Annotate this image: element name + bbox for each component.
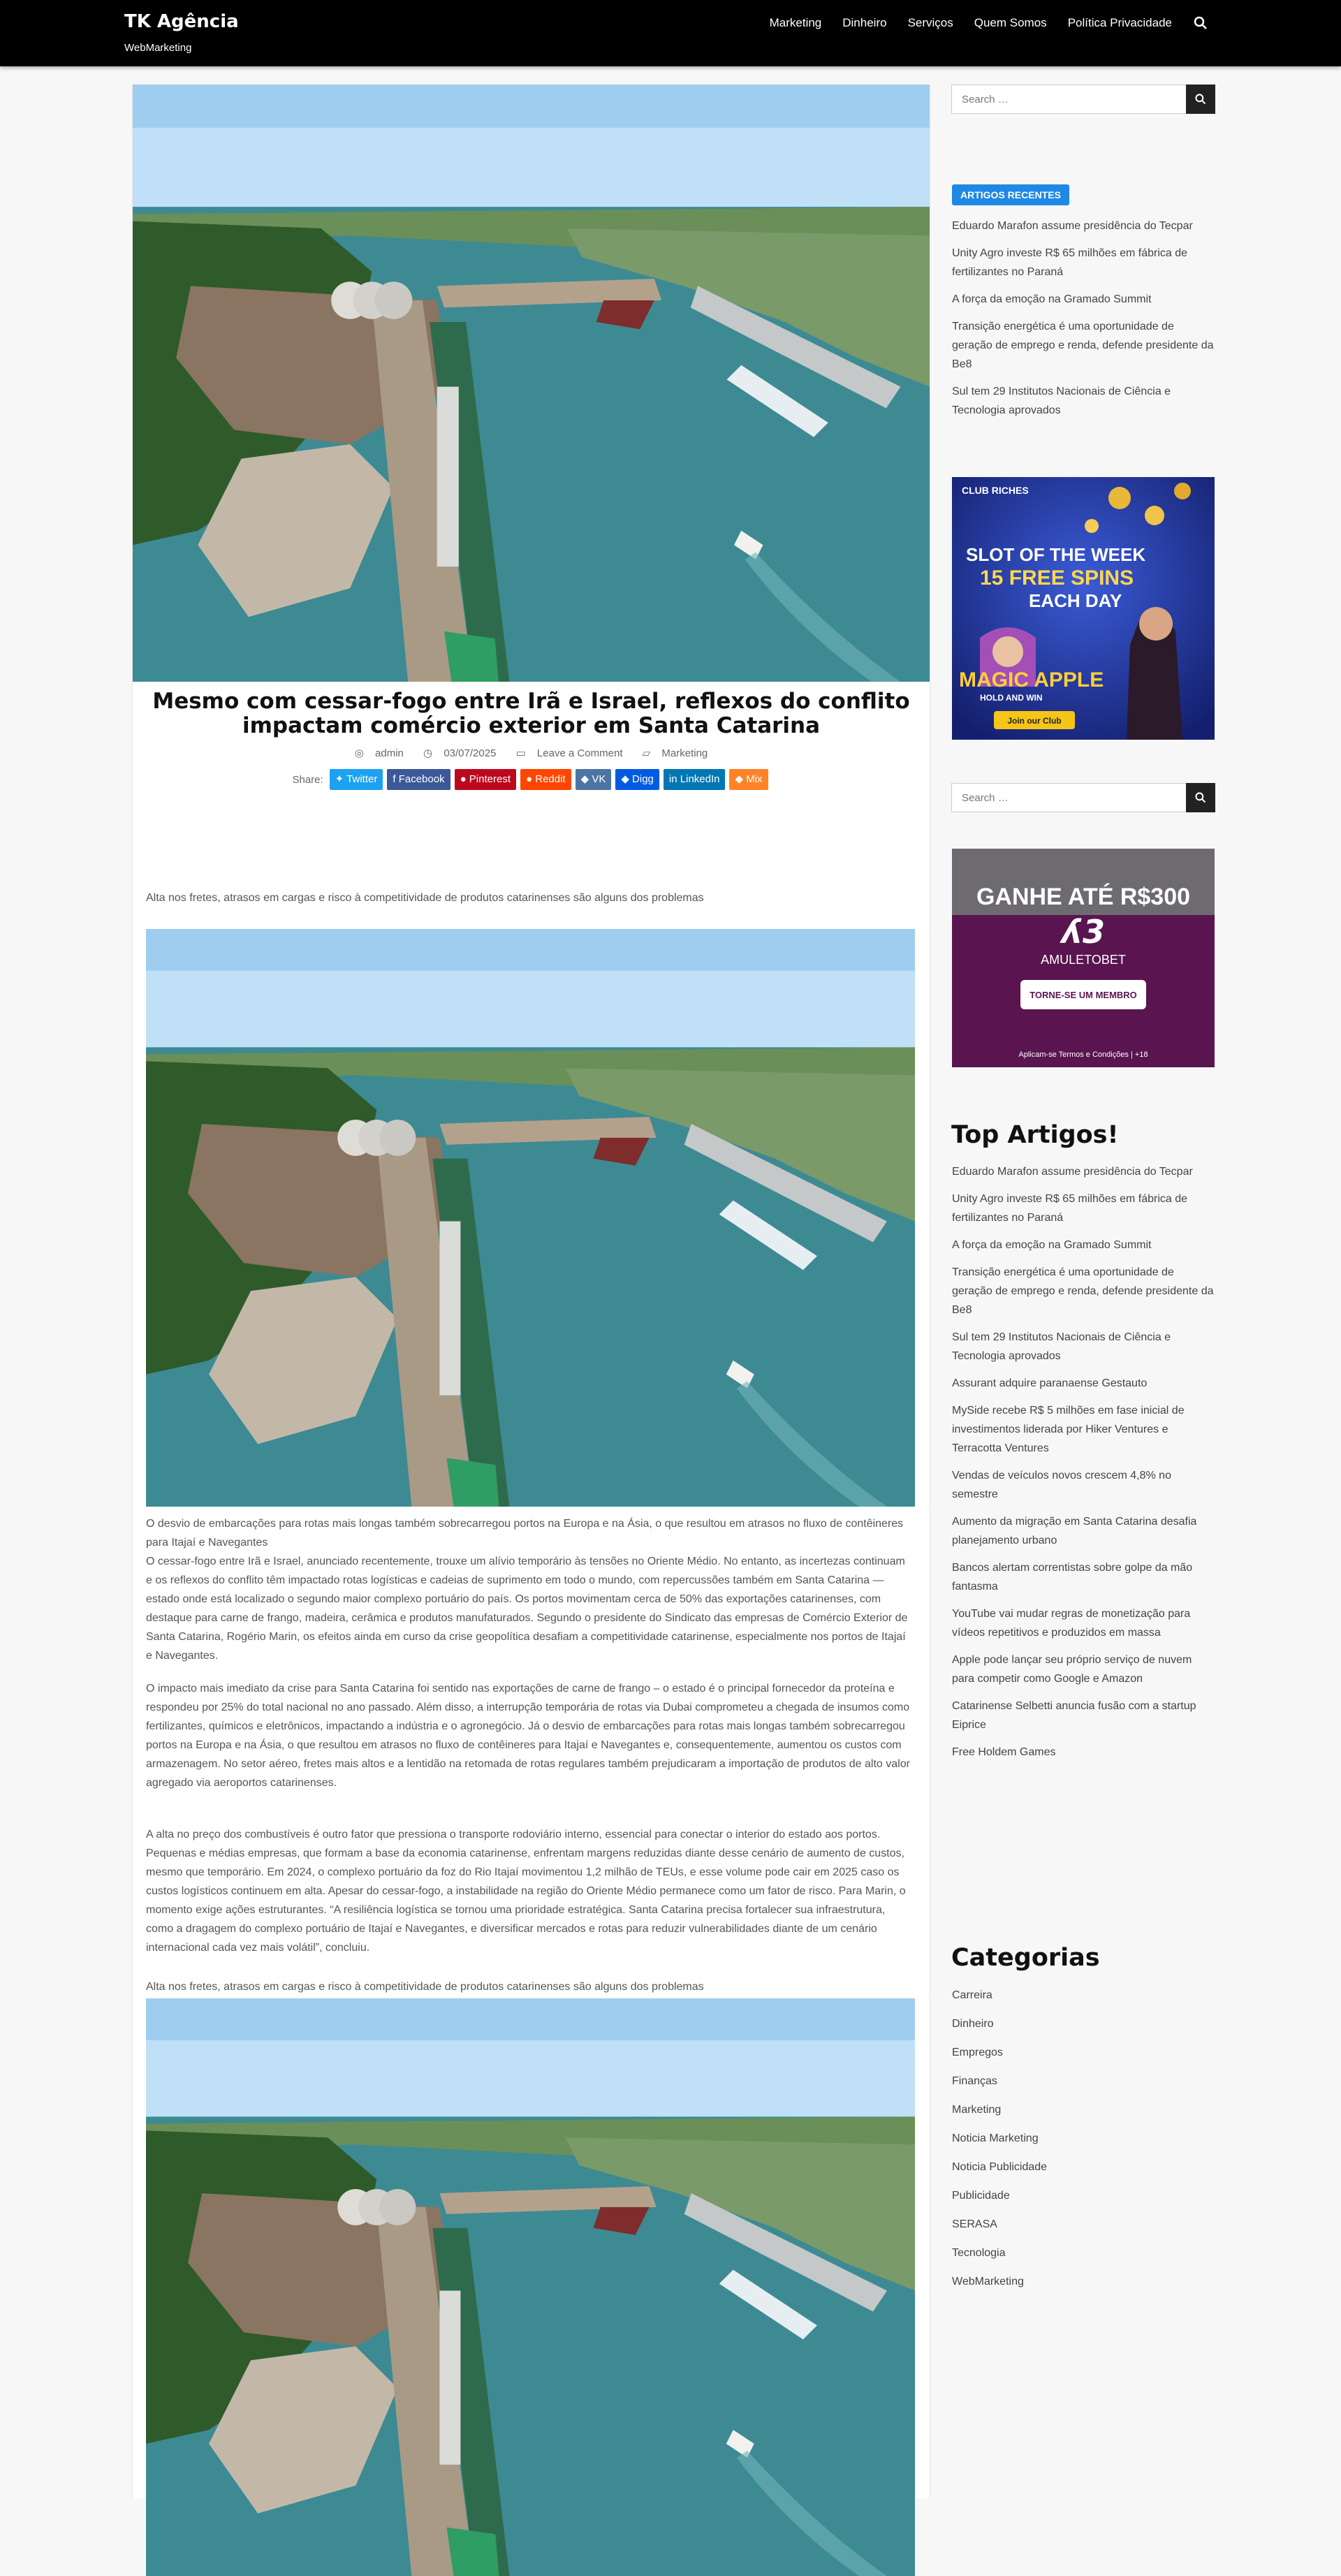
search-button[interactable]	[1186, 783, 1215, 812]
paragraph: O impacto mais imediato da crise para Santa Catarina foi sentido nas exportações de carne de frango – o estado é o principal fornecedor da proteína e respondeu por 25% do total nacional no ano passado. Além disso, a interrupção temporária de rotas via Dubai comprometeu a chegada de insumos como fertilizantes, químicos e eletrônicos, impactando a indústria e o agronegócio. Já o desvio de embarcações para rotas mais longas também sobrecarregou portos na Europa e na Ásia, o que resultou em atrasos no fluxo de contêineres para Itajaí e Navegantes e, consequentemente, aumentou os custos com armazenagem. No setor aéreo, fretes mais altos e a lentidão na retomada de rotas regulares também prejudicaram a importação de produtos de alto valor agregado via aeroportos catarinenses.	[146, 1683, 910, 1789]
share-vk-label: VK	[592, 773, 606, 785]
search-input[interactable]	[951, 85, 1186, 114]
share-mix-label: Mix	[746, 773, 763, 785]
top-article-link[interactable]: MySide recebe R$ 5 milhões em fase inicial de investimentos liderada por Hiker Ventures e Terracotta Ventures	[952, 1405, 1185, 1454]
share-facebook-label: Facebook	[398, 773, 445, 785]
ad2-brand: AMULETOBET	[1041, 953, 1126, 967]
share-digg-label: Digg	[632, 773, 654, 785]
nav-item-dinheiro[interactable]: Dinheiro	[842, 16, 887, 29]
nav-item-quem-somos[interactable]: Quem Somos	[974, 16, 1047, 29]
top-article-link[interactable]: Vendas de veículos novos crescem 4,8% no semestre	[952, 1470, 1171, 1500]
category-link[interactable]: Publicidade	[952, 2190, 1010, 2202]
recent-posts-title: ARTIGOS RECENTES	[952, 184, 1069, 205]
reddit-icon: ●	[526, 773, 533, 785]
nav-item-marketing[interactable]: Marketing	[769, 16, 822, 29]
paragraph: O cessar-fogo entre Irã e Israel, anunciado recentemente, trouxe um alívio temporário às tensões no Oriente Médio. No entanto, as incertezas continuam e os reflexos do conflito têm impactado rotas logísticas e cadeias de suprimento em todo o mundo, com repercussões também em Santa Catarina — estado onde está localizado o segundo maior complexo portuário do país. Os portos movimentam cerca de 50% das exportações catarinenses, com destaque para carne de frango, madeira, cerâmica e produtos manufaturados. Segundo o presidente do Sindicato das empresas de Comércio Exterior de Santa Catarina, Rogério Marin, os efeitos ainda em curso da crise geopolítica desafiam a competitividade catarinense, especialmente nos portos de Itajaí e Navegantes.	[146, 1556, 908, 1662]
twitter-icon: ✦	[335, 773, 344, 785]
share-pinterest-button[interactable]	[455, 769, 516, 790]
comment-icon: ▭	[515, 747, 526, 759]
paragraph: Alta nos fretes, atrasos em cargas e risco à competitividade de produtos catarinenses são alguns dos problemas	[146, 1981, 704, 1993]
category-link[interactable]: Carreira	[952, 1989, 992, 2001]
nav-item-servicos[interactable]: Serviços	[907, 16, 953, 29]
ad2-footer: Aplicam-se Termos e Condições | +18	[1018, 1051, 1148, 1059]
recent-post-link[interactable]: Unity Agro investe R$ 65 milhões em fábrica de fertilizantes no Paraná	[952, 247, 1188, 278]
ad1-cta[interactable]: Join our Club	[1007, 716, 1062, 726]
share-mix-button[interactable]	[729, 769, 768, 790]
category-link[interactable]: Marketing	[952, 2104, 1002, 2116]
casino-ad-banner[interactable]	[952, 477, 1215, 740]
article-column	[132, 85, 930, 2498]
share-bar	[133, 769, 930, 790]
top-articles-title: Top Artigos!	[951, 1121, 1119, 1149]
ad2-cta[interactable]: TORNE-SE UM MEMBRO	[1029, 990, 1137, 1000]
site-title[interactable]: TK Agência	[124, 11, 239, 32]
top-article-link[interactable]: Eduardo Marafon assume presidência do Tecpar	[952, 1166, 1193, 1178]
date-meta	[419, 747, 500, 759]
image-caption: O desvio de embarcações para rotas mais longas também sobrecarregou portos na Europa e na Ásia, o que resultou em atrasos no fluxo de contêineres para Itajaí e Navegantes	[146, 1518, 904, 1549]
categories-list	[952, 1986, 1215, 2301]
share-twitter-label: Twitter	[346, 773, 378, 785]
recent-post-link[interactable]: Eduardo Marafon assume presidência do Tecpar	[952, 220, 1193, 232]
category-link[interactable]: Empregos	[952, 2047, 1003, 2058]
ad1-brand: CLUB RICHES	[962, 485, 1029, 496]
top-articles-list	[952, 1162, 1215, 1770]
search-icon	[1194, 791, 1207, 804]
top-article-link[interactable]: Assurant adquire paranaense Gestauto	[952, 1377, 1148, 1389]
search-icon[interactable]	[1193, 15, 1208, 31]
sidebar-search-2	[951, 783, 1215, 812]
post-excerpt: Alta nos fretes, atrasos em cargas e risco à competitividade de produtos catarinenses são alguns dos problemas	[146, 892, 704, 904]
share-facebook-button[interactable]	[387, 769, 450, 790]
post-meta	[133, 747, 930, 759]
top-article-link[interactable]: A força da emoção na Gramado Summit	[952, 1239, 1152, 1251]
search-input[interactable]	[951, 783, 1186, 812]
content-image	[146, 929, 915, 1507]
category-link[interactable]: Dinheiro	[952, 2018, 994, 2030]
nav-item-politica-privacidade[interactable]: Política Privacidade	[1067, 16, 1172, 29]
share-twitter-button[interactable]	[330, 769, 383, 790]
post-title: Mesmo com cessar-fogo entre Irã e Israel, reflexos do conflito impactam comércio exterior em Santa Catarina	[152, 689, 910, 738]
site-header	[0, 0, 1341, 66]
share-reddit-button[interactable]	[520, 769, 571, 790]
top-article-link[interactable]: Sul tem 29 Institutos Nacionais de Ciência e Tecnologia aprovados	[952, 1331, 1171, 1362]
content-image	[146, 1998, 915, 2576]
category-link[interactable]: Tecnologia	[952, 2247, 1006, 2259]
share-digg-button[interactable]	[615, 769, 659, 790]
share-linkedin-label: LinkedIn	[680, 773, 720, 785]
author-name[interactable]: admin	[375, 747, 404, 759]
category-link[interactable]: WebMarketing	[952, 2276, 1024, 2288]
search-button[interactable]	[1186, 85, 1215, 114]
recent-posts-list	[952, 217, 1215, 428]
site-tagline: WebMarketing	[124, 42, 192, 54]
user-icon: ◎	[354, 747, 364, 759]
share-vk-button[interactable]	[576, 769, 612, 790]
facebook-icon: f	[393, 773, 396, 785]
share-pinterest-label: Pinterest	[469, 773, 511, 785]
share-reddit-label: Reddit	[535, 773, 566, 785]
share-linkedin-button[interactable]	[664, 769, 726, 790]
categories-title: Categorias	[951, 1944, 1100, 1972]
ad1-game-title: MAGIC APPLE	[959, 668, 1104, 691]
paragraph: A alta no preço dos combustíveis é outro fator que pressiona o transporte rodoviário interno, essencial para conectar o interior do estado aos portos. Pequenas e médias empresas, que formam a base da economia catarinense, enfrentam margens reduzidas diante desse cenário de aumento de custos, mesmo que temporário. Em 2024, o complexo portuário da foz do Rio Itajaí movimentou 1,2 milhão de TEUs, e esse volume pode cair em 2025 caso os custos logísticos continuem em alta. Apesar do cessar-fogo, a instabilidade na região do Oriente Médio permanece como um fator de risco. Para Marin, o momento exige ações estruturantes. “A resiliência logística se tornou uma prioridade estratégica. Santa Catarina precisa fortalecer sua infraestrutura, como a dragagem do complexo portuário de Itajaí e Navegantes, e diversificar mercados e rotas para reduzir vulnerabilidades diante de um cenário internacional cada vez mais volátil”, concluiu.	[146, 1829, 906, 1954]
category-link[interactable]: Finanças	[952, 2075, 997, 2087]
top-article-link[interactable]: Catarinense Selbetti anuncia fusão com a startup Eiprice	[952, 1700, 1196, 1731]
digg-icon: ◆	[621, 773, 629, 785]
main-nav	[749, 15, 1208, 31]
top-article-link[interactable]: Bancos alertam correntistas sobre golpe da mão fantasma	[952, 1562, 1193, 1593]
search-icon	[1194, 93, 1207, 105]
ad1-line3: EACH DAY	[1029, 590, 1122, 611]
featured-image	[133, 85, 930, 682]
share-label: Share:	[292, 773, 323, 786]
mix-icon: ◆	[735, 773, 744, 785]
comments-link[interactable]: Leave a Comment	[536, 747, 623, 759]
post-date: 03/07/2025	[444, 747, 497, 759]
ad1-line2: 15 FREE SPINS	[980, 566, 1134, 590]
top-article-link[interactable]: Apple pode lançar seu próprio serviço de nuvem para competir como Google e Amazon	[952, 1654, 1192, 1685]
category-meta[interactable]	[638, 747, 712, 759]
ad2-logo-mark: ʎ3	[1062, 913, 1105, 951]
ad2-headline: GANHE ATÉ R$300	[976, 884, 1191, 910]
ad1-game-sub: HOLD AND WIN	[980, 693, 1043, 703]
comments-meta[interactable]	[512, 747, 627, 759]
recent-post-link[interactable]: A força da emoção na Gramado Summit	[952, 293, 1152, 305]
recent-post-link[interactable]: Sul tem 29 Institutos Nacionais de Ciência e Tecnologia aprovados	[952, 386, 1171, 416]
category-link[interactable]: SERASA	[952, 2218, 997, 2230]
top-article-link[interactable]: Unity Agro investe R$ 65 milhões em fábrica de fertilizantes no Paraná	[952, 1193, 1188, 1224]
top-article-link[interactable]: Aumento da migração em Santa Catarina desafia planejamento urbano	[952, 1516, 1197, 1546]
folder-icon: ▱	[642, 747, 651, 759]
pinterest-icon: ●	[460, 773, 467, 785]
top-article-link[interactable]: YouTube vai mudar regras de monetização para vídeos repetitivos e produzidos em massa	[952, 1608, 1191, 1639]
vk-icon: ◆	[580, 773, 589, 785]
category-link[interactable]: Noticia Publicidade	[952, 2161, 1048, 2173]
clock-icon: ◷	[423, 747, 433, 759]
betting-ad-banner[interactable]	[952, 849, 1215, 1067]
linkedin-icon: in	[668, 773, 677, 785]
sidebar-search	[951, 85, 1215, 114]
top-article-link[interactable]: Free Holdem Games	[952, 1746, 1056, 1758]
author-meta[interactable]	[351, 747, 408, 759]
ad1-line1: SLOT OF THE WEEK	[966, 544, 1146, 565]
category-link[interactable]: Noticia Marketing	[952, 2132, 1039, 2144]
top-article-link[interactable]: Transição energética é uma oportunidade de geração de emprego e renda, defende presidente da Be8	[952, 1266, 1214, 1316]
recent-post-link[interactable]: Transição energética é uma oportunidade de geração de emprego e renda, defende presidente da Be8	[952, 321, 1214, 370]
category-link[interactable]: Marketing	[661, 747, 708, 759]
